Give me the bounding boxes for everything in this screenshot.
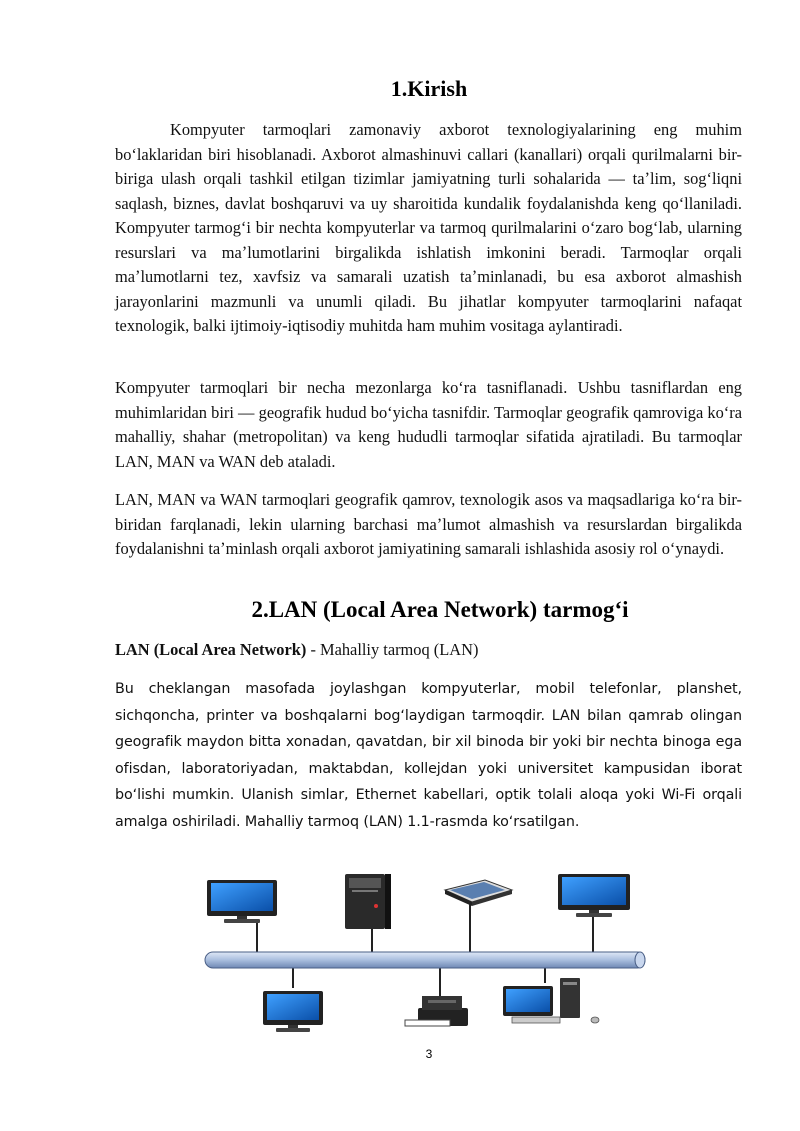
lan-term-bold: LAN (Local Area Network) (115, 640, 307, 659)
section-heading-lan: 2.LAN (Local Area Network) tarmogʻi (251, 597, 629, 622)
lan-definition-paragraph: Bu cheklangan masofada joylashgan kompyuterlar, mobil telefonlar, planshet, sichqoncha, printer va boshqalarni bogʻlaydigan tarmoqdir. LAN bilan qamrab olingan geografik maydon bitta xonadan, qavatdan, bir xil binoda bir yoki bir nechta binoga ega ofisdan, laboratoriyadan, maktabdan, kollejdan yoki universitet kampusidan iborat boʻlishi mumkin. Ulanish simlar, Ethernet kabellari, optik tolali aloqa yoki Wi-Fi orqali amalga oshiriladi. Mahalliy tarmoq (LAN) 1.1-rasmda koʻrsatilgan. (115, 681, 742, 830)
desktop-computer-icon (503, 978, 599, 1023)
intro-paragraph-3-text: LAN, MAN va WAN tarmoqlari geografik qamrov, texnologik asos va maqsadlariga koʻra bir-biridan farqlanadi, lekin ularning barchasi maʼlumot almashish va resurslardan birgalikda foydalanishni taʼminlash orqali axborot jamiyatining samarali ishlashida asosiy rol oʻynaydi. (115, 490, 742, 558)
intro-paragraph-2: Kompyuter tarmoqlari bir necha mezonlarga koʻra tasniflanadi. Ushbu tasniflardan eng muhimlaridan biri — geografik hudud boʻyicha tasnifdir. Tarmoqlar geografik qamroviga koʻra mahalliy, shahar (metropolitan) va keng hududli tarmoqlar sifatida ajratiladi. Bu tarmoqlar LAN, MAN va WAN deb ataladi. (115, 378, 742, 471)
lan-term-line (115, 640, 742, 660)
pc-tower-icon (345, 874, 391, 929)
monitor-icon (558, 874, 630, 917)
lan-topology-figure (200, 868, 655, 1038)
monitor-icon (263, 991, 323, 1032)
intro-paragraph-3 (115, 488, 742, 562)
intro-paragraph-1: Kompyuter tarmoqlari zamonaviy axborot texnologiyalarining eng muhim boʻlaklaridan biri hisoblanadi. Axborot almashinuvi callari (kanallari) orqali qurilmalarni bir-biriga ulash orqali tashkil etilgan tizimlar jamiyatning turli sohalarida — taʼlim, sogʻliqni saqlash, biznes, davlat boshqaruvi va uy sharoitida kundalik foydalanishda keng qoʻllaniladi. Kompyuter tarmogʻi bir nechta kompyuterlar va tarmoq qurilmalarini oʻzaro bogʻlab, ularning resurslari va maʼlumotlarini birgalikda ishlatish imkonini beradi. Tarmoqlar orqali maʼlumotlarni tez, xavfsiz va samarali uzatish taʼminlanadi, bu esa axborot almashish jarayonlarini mazmunli va unumli qiladi. Bu jihatlar kompyuter tarmoqlarini nafaqat texnologik, balki ijtimoiy-iqtisodiy muhitda ham muhim vositaga aylantiradi. (115, 120, 742, 335)
page-number: 3 (425, 1047, 433, 1061)
network-bus-icon (205, 952, 645, 968)
scanner-icon (445, 880, 512, 906)
printer-icon (405, 996, 468, 1026)
monitor-icon (207, 880, 277, 923)
section-heading-kirish: 1.Kirish (390, 76, 468, 101)
lan-term-rest: - Mahalliy tarmoq (LAN) (306, 640, 479, 659)
